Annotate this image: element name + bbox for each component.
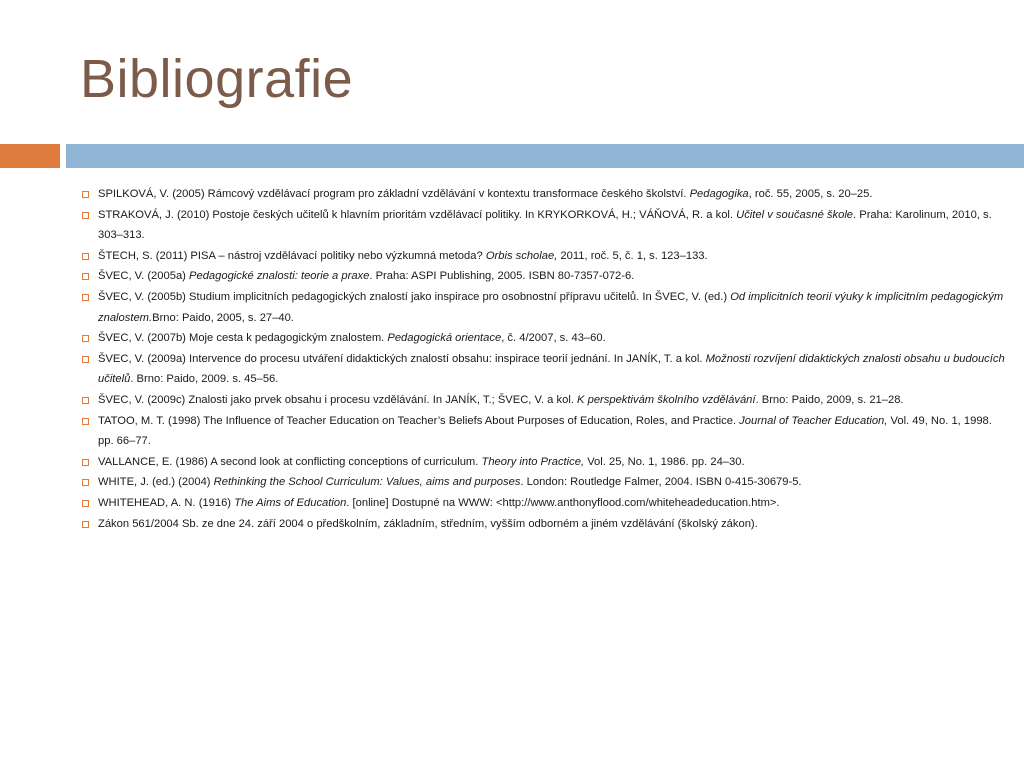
reference-details: . Brno: Paido, 2009, s. 21–28. [755,393,904,406]
reference-item [80,287,1010,328]
reference-text: VALLANCE, E. (1986) A second look at conflicting conceptions of curriculum. [98,455,482,468]
square-bullet-icon [82,521,89,528]
reference-text: ŠVEC, V. (2009c) Znalosti jako prvek obsahu i procesu vzdělávání. In JANÍK, T.; ŠVEC, V. a kol. [98,393,578,406]
reference-item [80,349,1010,390]
reference-list [80,184,1010,534]
reference-item [80,514,1010,535]
square-bullet-icon [82,335,89,342]
reference-text: WHITE, J. (ed.) (2004) [98,476,214,489]
reference-details: Vol. 49, No. 1, 1998. pp. 66–77. [98,414,992,448]
reference-item [80,184,1010,205]
reference-details: . London: Routledge Falmer, 2004. ISBN 0-415-30679-5. [520,476,802,489]
reference-source: Journal of Teacher Education, [739,414,888,427]
slide-title: Bibliografie [80,49,354,109]
reference-text: ŠVEC, V. (2007b) Moje cesta k pedagogickým znalostem. [98,332,388,345]
square-bullet-icon [82,459,89,466]
reference-text: Zákon 561/2004 Sb. ze dne 24. září 2004 o předškolním, základním, středním, vyšším odborném a jiném vzdělávání (školský zákon). [98,517,758,530]
reference-details: . Praha: ASPI Publishing, 2005. ISBN 80-7357-072-6. [369,270,635,283]
reference-item [80,328,1010,349]
reference-source: Možnosti rozvíjení didaktických znalosti obsahu u budoucích učitelů [98,352,1005,386]
square-bullet-icon [82,500,89,507]
square-bullet-icon [82,273,89,280]
square-bullet-icon [82,356,89,363]
square-bullet-icon [82,294,89,301]
reference-text: STRAKOVÁ, J. (2010) Postoje českých učitelů k hlavním prioritám vzdělávací politiky. In KRYKORKOVÁ, H.; VÁŇOVÁ, R. a kol. [98,208,737,221]
reference-item [80,266,1010,287]
reference-source: Pedagogická orientace [387,332,502,345]
reference-details: . [online] Dostupné na WWW: <http://www.anthonyflood.com/whiteheadeducation.htm>. [346,496,780,509]
reference-text: ŠTECH, S. (2011) PISA – nástroj vzdělávací politiky nebo výzkumná metoda? [98,249,486,262]
reference-item [80,452,1010,473]
reference-details: , č. 4/2007, s. 43–60. [501,332,606,345]
reference-text: SPILKOVÁ, V. (2005) Rámcový vzdělávací program pro základní vzdělávání v kontextu transformace českého školství. [98,188,690,200]
reference-text: WHITEHEAD, A. N. (1916) [98,496,235,509]
reference-text: ŠVEC, V. (2009a) Intervence do procesu utváření didaktických znalostí obsahu: inspirace teorií jednání. In JANÍK, T. a kol. [98,352,706,365]
square-bullet-icon [82,479,89,486]
reference-details: . Brno: Paido, 2009. s. 45–56. [130,373,279,386]
reference-source: Orbis scholae, [485,249,558,262]
reference-item [80,246,1010,267]
reference-source: Rethinking the School Curriculum: Values, aims and purposes [213,476,521,489]
accent-bar [0,144,60,168]
reference-source: K perspektivám školního vzdělávání [577,393,756,406]
reference-item [80,472,1010,493]
reference-details: Vol. 25, No. 1, 1986. pp. 24–30. [584,455,745,468]
reference-source: Theory into Practice, [481,455,585,468]
reference-text: TATOO, M. T. (1998) The Influence of Teacher Education on Teacher’s Beliefs About Purposes of Education, Roles, and Practice. [98,414,740,427]
reference-source: The Aims of Education [234,496,347,509]
reference-details: . Praha: Karolinum, 2010, s. 303–313. [98,208,992,242]
reference-text: ŠVEC, V. (2005b) Studium implicitních pedagogických znalostí jako inspirace pro osobnostní přípravu učitelů. In ŠVEC, V. (ed.) [98,290,731,303]
reference-source: Pedagogika [689,188,749,200]
square-bullet-icon [82,253,89,260]
reference-details: , roč. 55, 2005, s. 20–25. [748,188,873,200]
reference-source: Od implicitních teorií výuky k implicitním pedagogickým znalostem. [98,290,1004,324]
header-bar [66,144,1024,168]
reference-item [80,493,1010,514]
reference-item [80,411,1010,452]
reference-item [80,390,1010,411]
reference-details: Brno: Paido, 2005, s. 27–40. [152,311,294,324]
reference-details: 2011, roč. 5, č. 1, s. 123–133. [557,249,708,262]
square-bullet-icon [82,397,89,404]
square-bullet-icon [82,212,89,219]
square-bullet-icon [82,418,89,425]
reference-item [80,205,1010,246]
square-bullet-icon [82,191,89,198]
reference-text: ŠVEC, V. (2005a) [98,270,190,283]
reference-source: Učitel v současné škole [736,208,854,221]
reference-source: Pedagogické znalosti: teorie a praxe [189,270,370,283]
